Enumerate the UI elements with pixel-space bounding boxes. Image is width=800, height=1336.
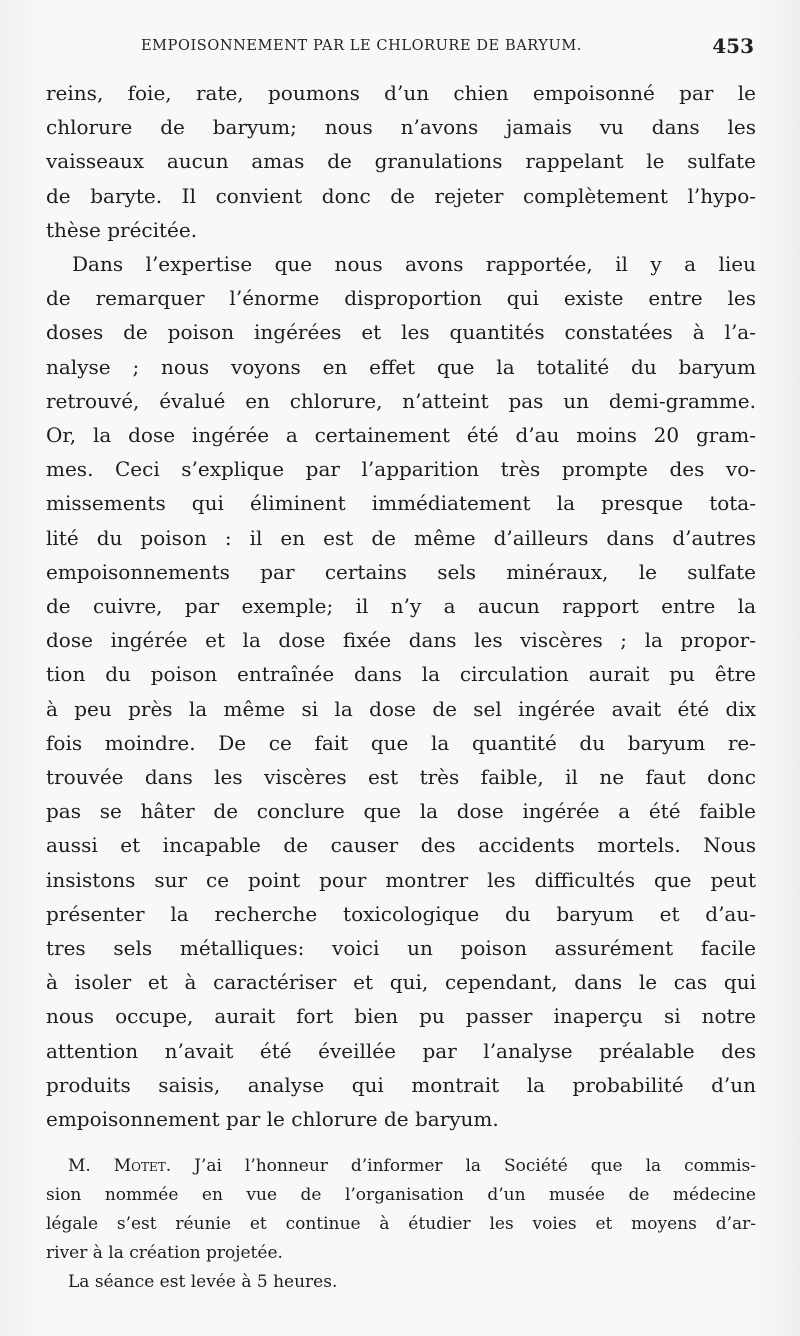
text-line: thèse précitée. [46, 217, 198, 242]
text-line: chlorure de baryum; nous n’avons jamais vu dans les [46, 115, 756, 140]
text-line: à peu près la même si la dose de sel ingérée avait été dix [46, 696, 756, 721]
text-line: nous occupe, aurait fort bien pu passer inaperçu si notre [46, 1004, 756, 1029]
text-line [46, 1152, 756, 1181]
text-line: tres sels métalliques: voici un poison assurément facile [46, 936, 756, 961]
closing-line: La séance est levée à 5 heures. [68, 1272, 338, 1292]
text-line: Or, la dose ingérée a certainement été d’au moins 20 gram- [46, 423, 756, 448]
text-line: de cuivre, par exemple; il n’y a aucun rapport entre la [46, 594, 756, 619]
text-line: attention n’avait été éveillée par l’analyse préalable des [46, 1038, 756, 1063]
running-title: EMPOISONNEMENT PAR LE CHLORURE DE BARYUM. [141, 38, 583, 54]
text-line: de baryte. Il convient donc de rejeter complètement l’hypo- [46, 183, 756, 208]
text-line: lité du poison : il en est de même d’ailleurs dans d’autres [46, 525, 756, 550]
text-line: doses de poison ingérées et les quantités constatées à l’a- [46, 320, 756, 345]
text-line: Dans l’expertise que nous avons rapportée, il y a lieu [72, 252, 756, 277]
text-line: reins, foie, rate, poumons d’un chien empoisonné par le [46, 81, 756, 105]
text-line: river à la création projetée. [46, 1243, 283, 1263]
text-line: dose ingérée et la dose fixée dans les viscères ; la propor- [46, 628, 756, 653]
page-header [46, 34, 756, 64]
text-line: aussi et incapable de causer des accidents mortels. Nous [46, 833, 756, 858]
speaker-name: M. Motet. [68, 1156, 172, 1176]
page-number: 453 [712, 34, 754, 58]
body-text [46, 76, 756, 1136]
text-line: fois moindre. De ce fait que la quantité du baryum re- [46, 730, 756, 755]
statement-text: J’ai l’honneur d’informer la Société que la commis- [171, 1156, 756, 1176]
text-line: nalyse ; nous voyons en effet que la totalité du baryum [46, 354, 756, 379]
text-line: vaisseaux aucun amas de granulations rappelant le sulfate [46, 149, 756, 174]
text-line: missements qui éliminent immédiatement la presque tota- [46, 491, 756, 516]
text-line: mes. Ceci s’explique par l’apparition très prompte des vo- [46, 457, 756, 482]
text-line: tion du poison entraînée dans la circulation aurait pu être [46, 662, 756, 687]
paragraph-2 [46, 247, 756, 1136]
session-note [46, 1152, 756, 1297]
text-line: pas se hâter de conclure que la dose ingérée a été faible [46, 799, 756, 824]
text-line: empoisonnement par le chlorure de baryum. [46, 1107, 499, 1132]
text-line: sion nommée en vue de l’organisation d’un musée de médecine [46, 1185, 756, 1205]
text-line: trouvée dans les viscères est très faible, il ne faut donc [46, 765, 756, 790]
paragraph-1 [46, 76, 756, 247]
text-line: retrouvé, évalué en chlorure, n’atteint pas un demi-gramme. [46, 388, 756, 413]
text-line: présenter la recherche toxicologique du baryum et d’au- [46, 901, 756, 926]
text-line: empoisonnements par certains sels minéraux, le sulfate [46, 559, 756, 584]
motet-statement [46, 1152, 756, 1268]
closing-paragraph [46, 1268, 756, 1297]
text-line: de remarquer l’énorme disproportion qui existe entre les [46, 286, 756, 311]
text-line: produits saisis, analyse qui montrait la probabilité d’un [46, 1072, 756, 1097]
text-line: à isoler et à caractériser et qui, cependant, dans le cas qui [46, 970, 756, 995]
text-line: insistons sur ce point pour montrer les difficultés que peut [46, 867, 756, 892]
text-line: légale s’est réunie et continue à étudier les voies et moyens d’ar- [46, 1214, 756, 1234]
